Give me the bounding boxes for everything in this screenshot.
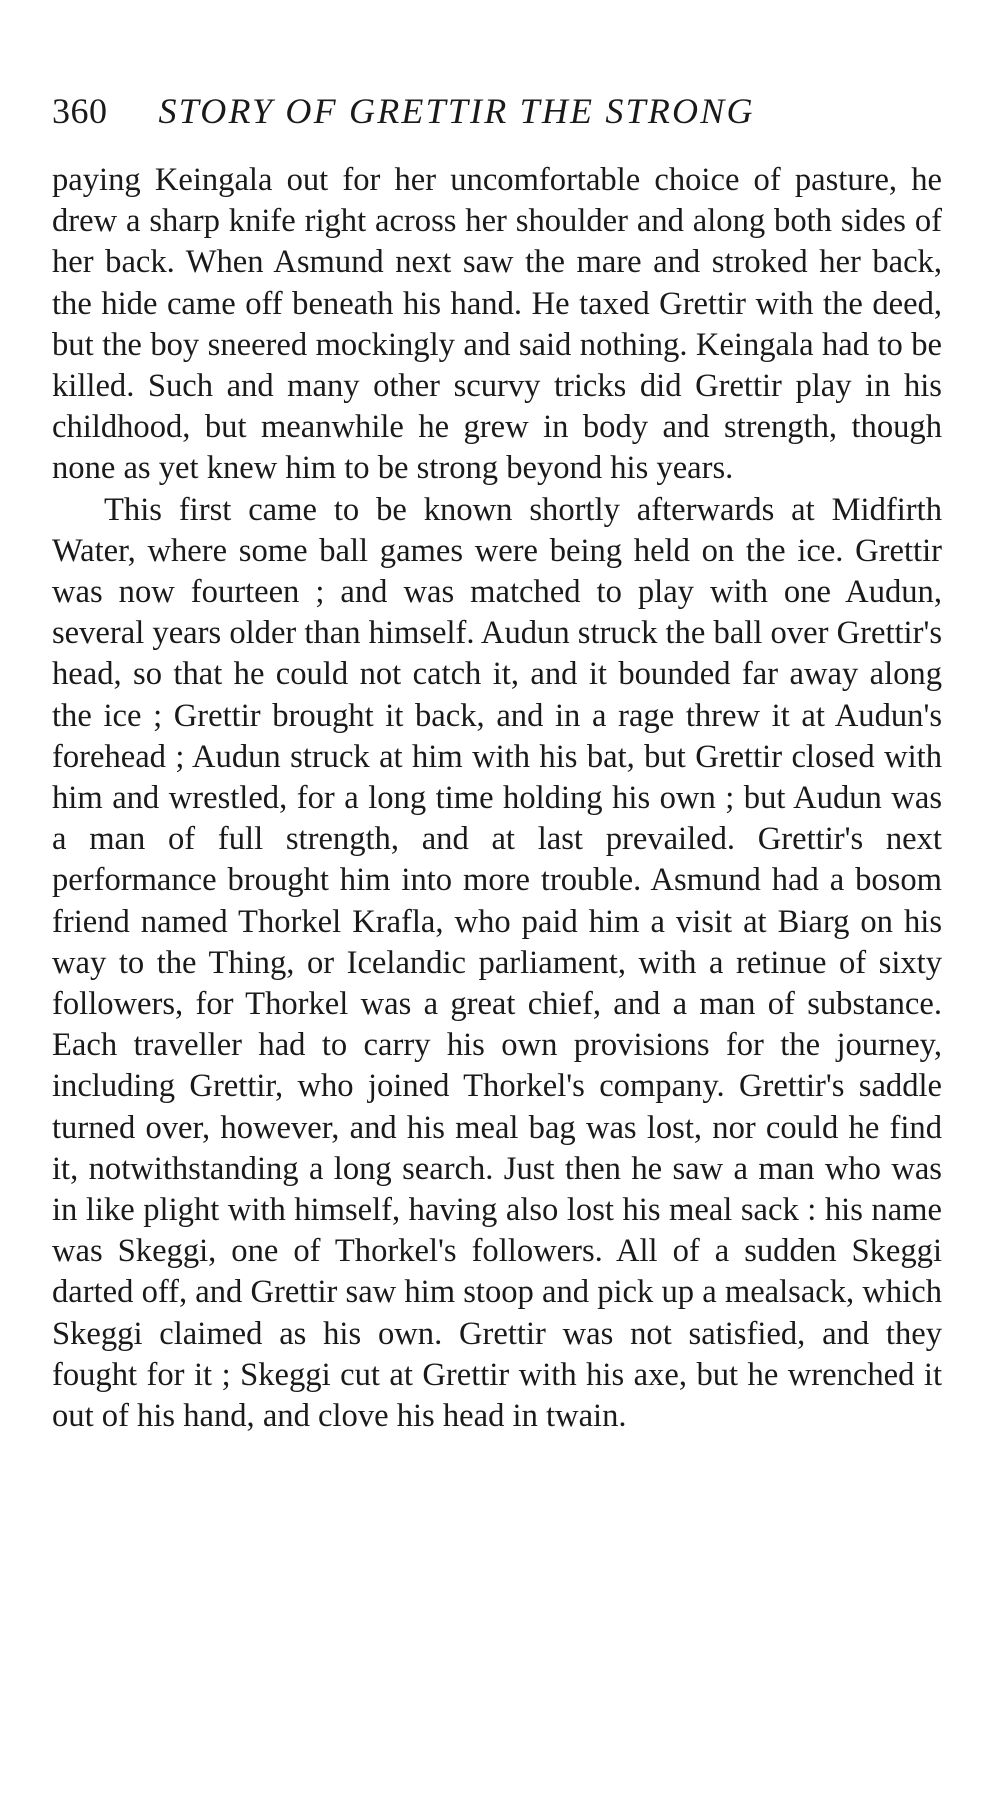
paragraph-1: paying Keingala out for her uncomfortable choice of pasture, he drew a sharp knife right across her shoulder and along both sides of her back. When Asmund next saw the mare and stroked her back, the hide came off beneath his hand. He taxed Grettir with the deed, but the boy sneered mockingly and said nothing. Keingala had to be killed. Such and many other scurvy tricks did Grettir play in his childhood, but meanwhile he grew in body and strength, though none as yet knew him to be strong beyond his years. [52,162,942,487]
page-number: 360 [52,91,108,131]
body-text [52,160,942,1437]
page-header [52,86,952,136]
paragraph-2: This first came to be known shortly afterwards at Midfirth Water, where some ball games were being held on the ice. Grettir was now fourteen ; and was matched to play with one Audun, several years older than himself. Audun struck the ball over Grettir's head, so that he could not catch it, and it bounded far away along the ice ; Grettir brought it back, and in a rage threw it at Audun's forehead ; Audun struck at him with his bat, but Grettir closed with him and wrestled, for a long time holding his own ; but Audun was a man of full strength, and at last prevailed. Grettir's next performance brought him into more trouble. Asmund had a bosom friend named Thorkel Krafla, who paid him a visit at Biarg on his way to the Thing, or Icelandic parliament, with a retinue of sixty followers, for Thorkel was a great chief, and a man of substance. Each traveller had to carry his own provisions for the journey, including Grettir, who joined Thorkel's company. Grettir's saddle turned over, however, and his meal bag was lost, nor could he find it, notwithstanding a long search. Just then he saw a man who was in like plight with himself, having also lost his meal sack : his name was Skeggi, one of Thorkel's followers. All of a sudden Skeggi darted off, and Grettir saw him stoop and pick up a mealsack, which Skeggi claimed as his own. Grettir was not satisfied, and they fought for it ; Skeggi cut at Grettir with his axe, but he wrenched it out of his hand, and clove his head in twain. [52,491,942,1435]
running-title: STORY OF GRETTIR THE STRONG [158,91,755,131]
